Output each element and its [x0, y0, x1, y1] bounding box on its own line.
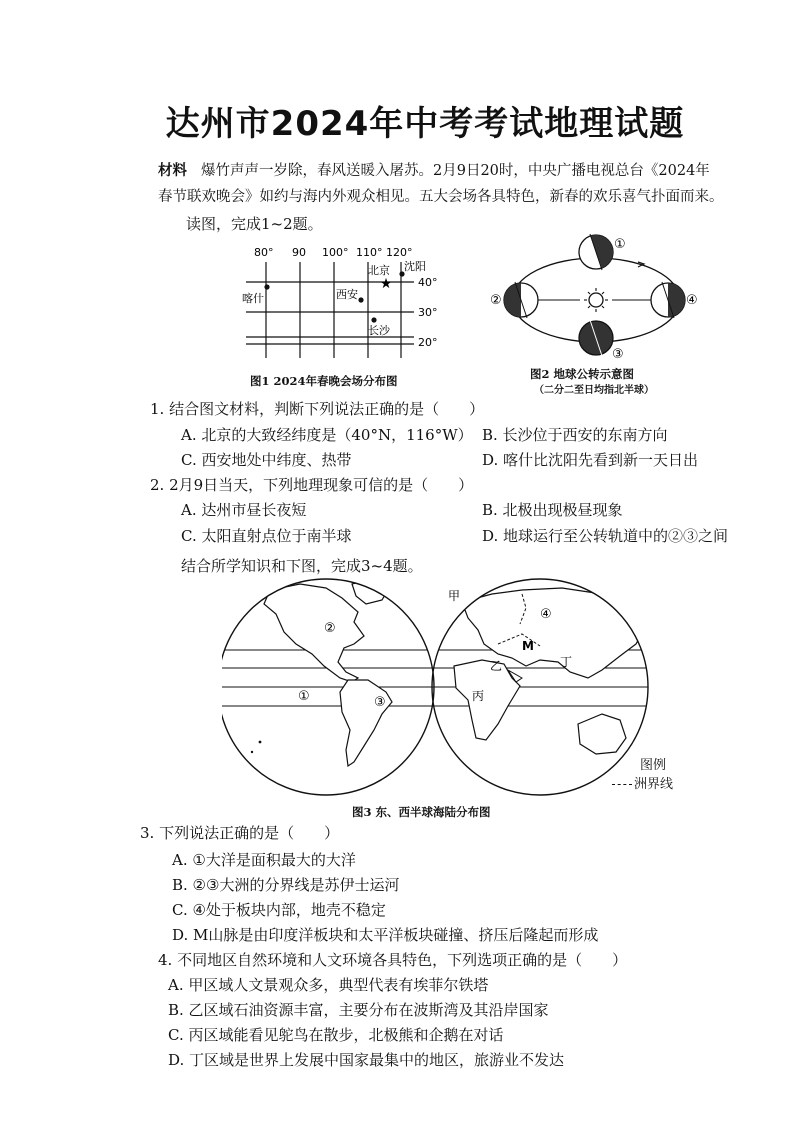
position-label-1: ① — [614, 237, 626, 252]
greenland-outline — [352, 578, 390, 604]
question-2-option-b: B. 北极出现极昼现象 — [482, 501, 623, 519]
question-4-stem: 4. 不同地区自然环境和人文环境各具特色，下列选项正确的是（ ） — [158, 951, 628, 969]
lon-label-90: 90 — [292, 246, 306, 259]
marker-continent-4: ④ — [540, 607, 552, 622]
question-2-option-a: A. 达州市昼长夜短 — [181, 501, 307, 519]
lat-label-30: 30° — [418, 306, 438, 319]
question-3-option-c: C. ④处于板块内部，地壳不稳定 — [172, 901, 386, 919]
lon-label-80: 80° — [254, 246, 274, 259]
city-label-xian: 西安 — [336, 288, 358, 301]
earth-position-1-icon — [579, 232, 618, 270]
australia-outline — [578, 714, 626, 754]
question-4-option-a: A. 甲区域人文景观众多，典型代表有埃菲尔铁塔 — [168, 976, 489, 994]
figure-1-map — [236, 240, 450, 364]
question-3-stem: 3. 下列说法正确的是（ ） — [140, 824, 340, 842]
lat-label-40: 40° — [418, 276, 438, 289]
city-label-kashgar: 喀什 — [242, 292, 264, 305]
marker-continent-2: ② — [324, 621, 336, 636]
position-label-3: ③ — [612, 347, 624, 362]
question-1-option-c: C. 西安地处中纬度、热带 — [181, 451, 352, 469]
question-4-option-d: D. 丁区域是世界上发展中国家最集中的地区，旅游业不发达 — [168, 1051, 565, 1069]
south-america-outline — [340, 680, 392, 766]
city-dot-kashgar — [264, 284, 269, 289]
earth-position-2-icon — [504, 282, 538, 318]
sun-icon — [584, 288, 608, 312]
legend-title: 图例 — [640, 758, 667, 773]
marker-yi: 乙 — [490, 659, 503, 673]
question-2-option-d: D. 地球运行至公转轨道中的②③之间 — [482, 527, 729, 545]
lat-label-20: 20° — [418, 336, 438, 349]
earth-position-4-icon — [651, 282, 685, 318]
figure-3-hemispheres — [222, 574, 692, 800]
western-hemisphere — [222, 578, 452, 766]
marker-continent-3: ③ — [374, 695, 386, 710]
legend-item — [612, 773, 673, 792]
city-dot-xian — [358, 297, 363, 302]
lon-label-100: 100° — [322, 246, 349, 259]
city-label-changsha: 长沙 — [368, 324, 390, 337]
marker-m: M — [522, 639, 534, 653]
figure-2-caption: 图2 地球公转示意图 — [530, 367, 635, 381]
legend-item-label: 洲界线 — [634, 777, 674, 792]
figure-2-subcaption: （二分二至日均指北半球） — [534, 385, 654, 396]
marker-jia: 甲 — [448, 589, 461, 603]
lon-label-120: 120° — [386, 246, 413, 259]
figure-3-caption: 图3 东、西半球海陆分布图 — [352, 805, 491, 819]
page-title: 达州市2024年中考考试地理试题 — [165, 104, 685, 144]
city-label-beijing: 北京 — [368, 264, 390, 277]
question-3-option-b: B. ②③大洲的分界线是苏伊士运河 — [172, 876, 400, 894]
question-2-option-c: C. 太阳直射点位于南半球 — [181, 527, 352, 545]
question-3-option-d: D. M山脉是由印度洋板块和太平洋板块碰撞、挤压后隆起而形成 — [172, 926, 599, 944]
city-label-shenyang: 沈阳 — [404, 260, 426, 273]
legend-boundary-line-icon — [612, 784, 632, 785]
position-label-4: ④ — [686, 293, 698, 308]
material-line-2: 春节联欢晚会》如约与海内外观众相见。五大会场各具特色，新春的欢乐喜气扑面而来。 — [158, 189, 724, 205]
marker-bing: 丙 — [472, 689, 485, 703]
material-paragraph — [158, 158, 754, 210]
question-4-option-b: B. 乙区域石油资源丰富，主要分布在波斯湾及其沿岸国家 — [168, 1001, 549, 1019]
figure-2-orbit — [488, 232, 714, 362]
figure-1-caption: 图1 2024年春晚会场分布图 — [250, 374, 398, 388]
question-2-stem: 2. 2月9日当天，下列地理现象可信的是（ ） — [150, 476, 474, 494]
earth-position-3-icon — [579, 320, 613, 356]
question-3-option-a: A. ①大洋是面积最大的大洋 — [172, 851, 356, 869]
question-4-option-c: C. 丙区域能看见鸵鸟在散步，北极熊和企鹅在对话 — [168, 1026, 504, 1044]
lon-label-110: 110° — [356, 246, 383, 259]
instruction-2: 结合所学知识和下图，完成3~4题。 — [181, 557, 423, 575]
marker-ding: 丁 — [560, 655, 573, 669]
question-1-option-a: A. 北京的大致经纬度是（40°N，116°W） — [181, 426, 473, 444]
material-label: 材料 — [158, 162, 187, 179]
question-1-option-b: B. 长沙位于西安的东南方向 — [482, 426, 668, 444]
position-label-2: ② — [490, 293, 502, 308]
beijing-star-icon: ★ — [379, 276, 393, 292]
north-america-outline — [264, 584, 364, 682]
material-line-1: 爆竹声声一岁除，春风送暖入屠苏。2月9日20时，中央广播电视总台《2024年 — [201, 163, 710, 179]
question-1-stem: 1. 结合图文材料，判断下列说法正确的是（ ） — [150, 400, 485, 418]
instruction-1: 读图，完成1~2题。 — [186, 215, 323, 233]
city-dot-changsha — [371, 317, 376, 322]
question-1-option-d: D. 喀什比沈阳先看到新一天日出 — [482, 451, 699, 469]
marker-ocean-1: ① — [298, 689, 310, 704]
